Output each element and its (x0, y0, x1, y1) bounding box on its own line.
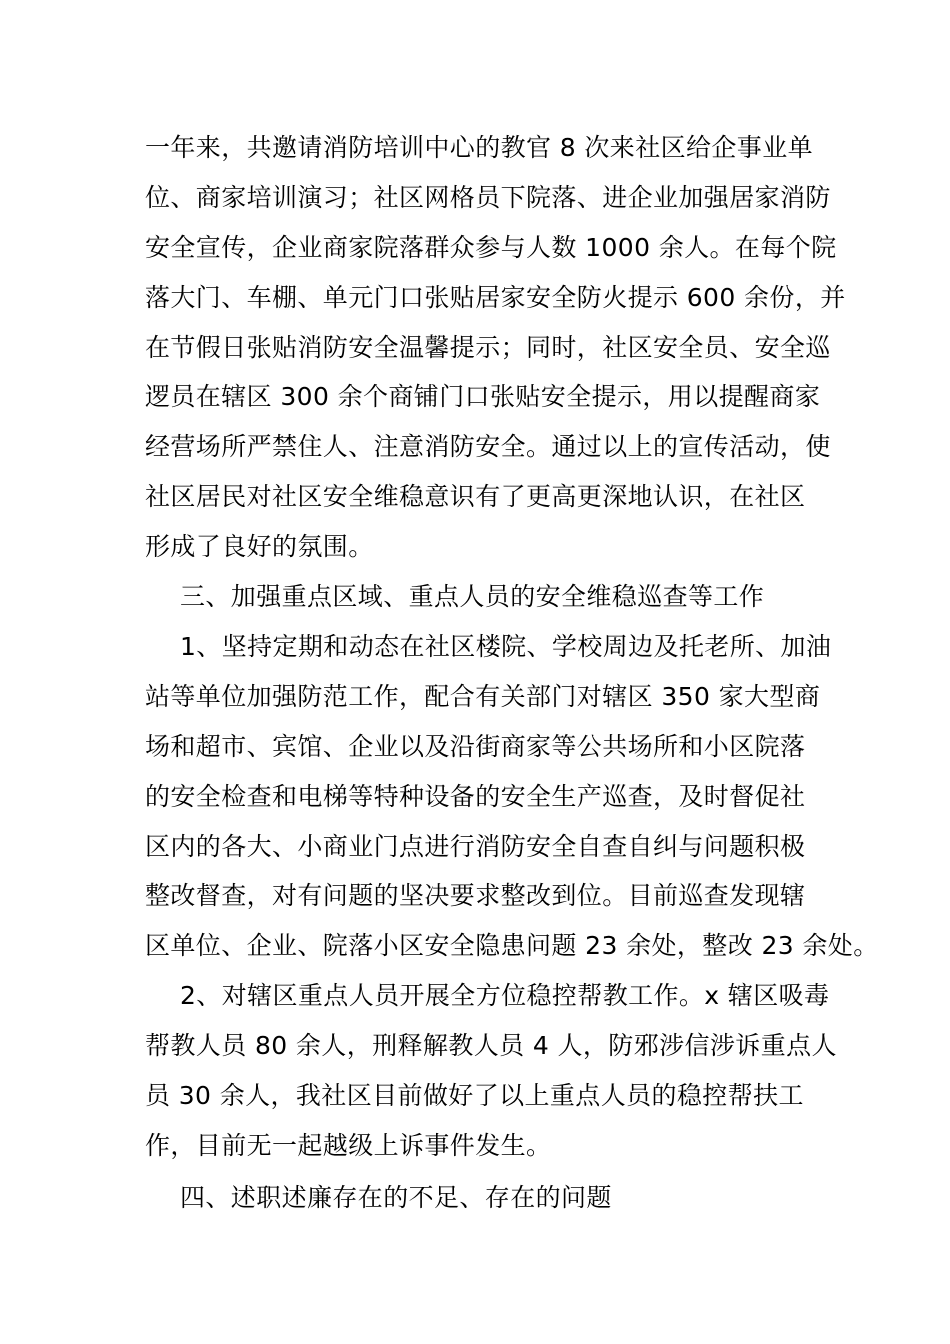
text-line: 在节假日张贴消防安全温馨提示；同时，社区安全员、安全巡 (145, 333, 831, 362)
text-line: 区内的各大、小商业门点进行消防安全自查自纠与问题积极 (145, 832, 806, 861)
section-heading: 四、述职述廉存在的不足、存在的问题 (180, 1183, 612, 1212)
text-line: 落大门、车棚、单元门口张贴居家安全防火提示 600 余份，并 (145, 283, 846, 312)
text-line: 1、坚持定期和动态在社区楼院、学校周边及托老所、加油 (180, 632, 832, 661)
text-line: 帮教人员 80 余人，刑释解教人员 4 人，防邪涉信涉诉重点人 (145, 1031, 837, 1060)
text-line: 整改督查，对有问题的坚决要求整改到位。目前巡查发现辖 (145, 881, 806, 910)
text-line: 2、对辖区重点人员开展全方位稳控帮教工作。x 辖区吸毒 (180, 981, 830, 1010)
text-line: 一年来，共邀请消防培训中心的教官 8 次来社区给企事业单 (145, 133, 814, 162)
text-line: 员 30 余人，我社区目前做好了以上重点人员的稳控帮扶工 (145, 1081, 804, 1110)
text-line: 形成了良好的氛围。 (145, 532, 374, 561)
text-line: 区单位、企业、院落小区安全隐患问题 23 余处，整改 23 余处。 (145, 931, 879, 960)
section-heading: 三、加强重点区域、重点人员的安全维稳巡查等工作 (180, 582, 765, 611)
text-line: 逻员在辖区 300 余个商铺门口张贴安全提示，用以提醒商家 (145, 382, 821, 411)
text-line: 站等单位加强防范工作，配合有关部门对辖区 350 家大型商 (145, 682, 821, 711)
text-line: 位、商家培训演习；社区网格员下院落、进企业加强居家消防 (145, 183, 831, 212)
text-line: 安全宣传，企业商家院落群众参与人数 1000 余人。在每个院 (145, 233, 837, 262)
text-line: 经营场所严禁住人、注意消防安全。通过以上的宣传活动，使 (145, 432, 831, 461)
text-line: 场和超市、宾馆、企业以及沿街商家等公共场所和小区院落 (145, 732, 806, 761)
text-line: 的安全检查和电梯等特种设备的安全生产巡查，及时督促社 (145, 782, 806, 811)
text-line: 作，目前无一起越级上诉事件发生。 (145, 1131, 552, 1160)
text-line: 社区居民对社区安全维稳意识有了更高更深地认识，在社区 (145, 482, 806, 511)
